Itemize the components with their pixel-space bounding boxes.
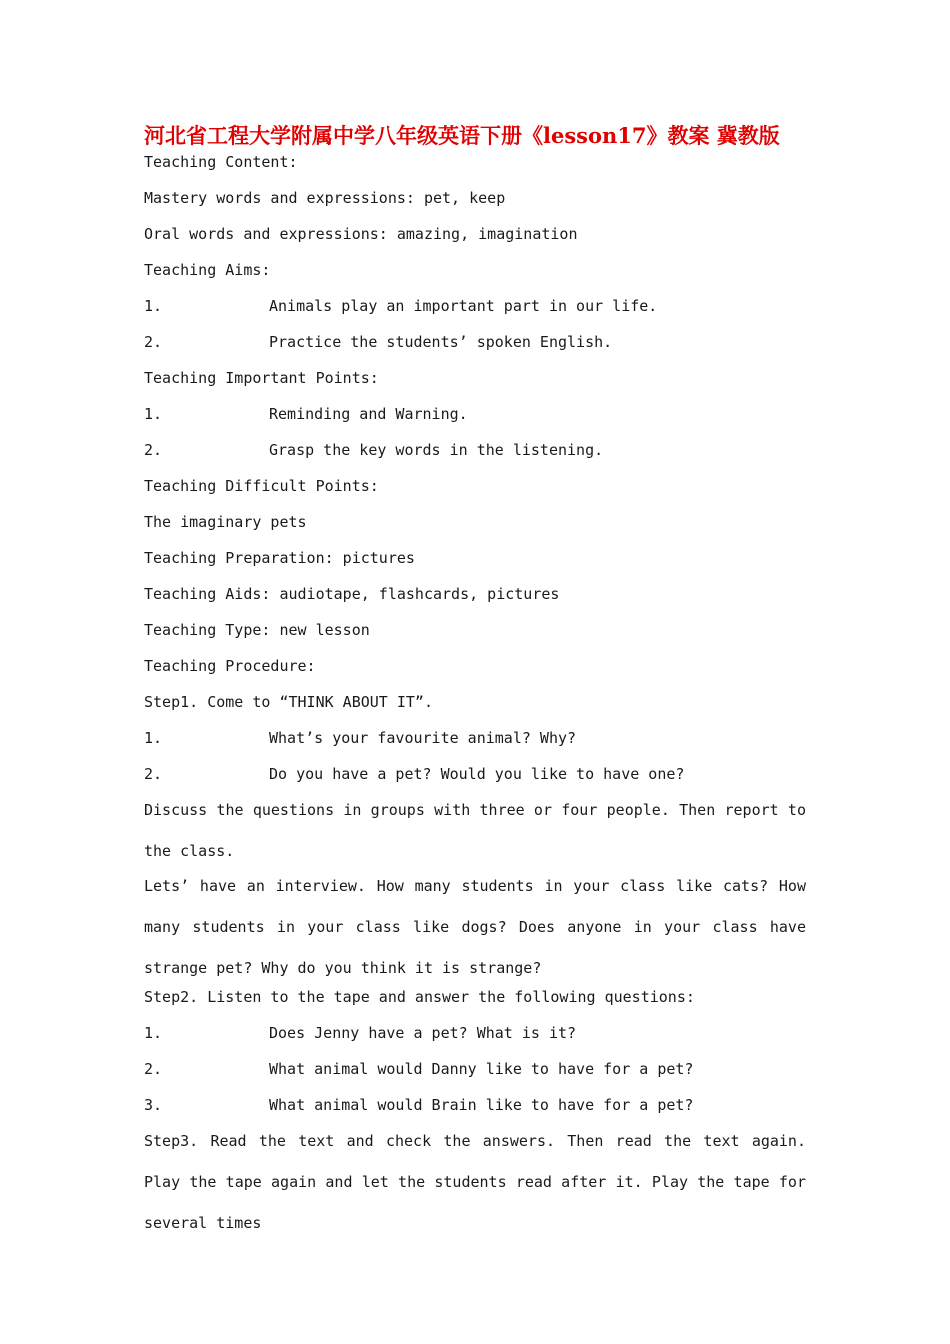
procedure-heading: Teaching Procedure: <box>144 657 316 675</box>
list-text: What animal would Brain like to have for a pet? <box>269 1096 694 1114</box>
list-text: Animals play an important part in our life. <box>269 297 658 315</box>
list-number: 2. <box>144 441 163 459</box>
content-heading: Teaching Content: <box>144 153 298 171</box>
preparation: Teaching Preparation: pictures <box>144 549 415 567</box>
aids: Teaching Aids: audiotape, flashcards, pictures <box>144 585 560 603</box>
step2-heading: Step2. Listen to the tape and answer the following questions: <box>144 988 695 1006</box>
step3-paragraph: Step3. Read the text and check the answers. Then read the text again. Play the tape again and let the students read after it. Play the tape for several times <box>144 1132 806 1232</box>
list-number: 1. <box>144 1024 163 1042</box>
list-number: 2. <box>144 765 163 783</box>
interview-paragraph: Lets’ have an interview. How many students in your class like cats? How many students in your class like dogs? Does anyone in your class have strange pet? Why do you think it is strange? <box>144 877 806 977</box>
aims-heading: Teaching Aims: <box>144 261 271 279</box>
difficult-heading: Teaching Difficult Points: <box>144 477 379 495</box>
list-text: Does Jenny have a pet? What is it? <box>269 1024 577 1042</box>
aim-item <box>144 292 806 328</box>
important-heading: Teaching Important Points: <box>144 369 379 387</box>
difficult-point: The imaginary pets <box>144 513 307 531</box>
list-number: 2. <box>144 333 163 351</box>
important-item <box>144 400 806 436</box>
step1-heading: Step1. Come to “THINK ABOUT IT”. <box>144 693 433 711</box>
document-title: 河北省工程大学附属中学八年级英语下册《lesson17》教案 冀教版 <box>144 123 780 148</box>
list-number: 1. <box>144 729 163 747</box>
lesson-type: Teaching Type: new lesson <box>144 621 370 639</box>
list-text: Reminding and Warning. <box>269 405 468 423</box>
list-number: 2. <box>144 1060 163 1078</box>
aim-item <box>144 328 806 364</box>
list-text: Practice the students’ spoken English. <box>269 333 613 351</box>
step2-question <box>144 1019 806 1055</box>
list-number: 3. <box>144 1096 163 1114</box>
list-text: Grasp the key words in the listening. <box>269 441 604 459</box>
list-number: 1. <box>144 297 163 315</box>
step1-question <box>144 724 806 760</box>
document-body <box>144 148 806 1244</box>
mastery-words: Mastery words and expressions: pet, keep <box>144 189 506 207</box>
discuss-paragraph: Discuss the questions in groups with three or four people. Then report to the class. <box>144 801 806 860</box>
list-number: 1. <box>144 405 163 423</box>
important-item <box>144 436 806 472</box>
oral-words: Oral words and expressions: amazing, imagination <box>144 225 578 243</box>
step2-question <box>144 1055 806 1091</box>
list-text: Do you have a pet? Would you like to have one? <box>269 765 685 783</box>
list-text: What animal would Danny like to have for a pet? <box>269 1060 694 1078</box>
list-text: What’s your favourite animal? Why? <box>269 729 577 747</box>
